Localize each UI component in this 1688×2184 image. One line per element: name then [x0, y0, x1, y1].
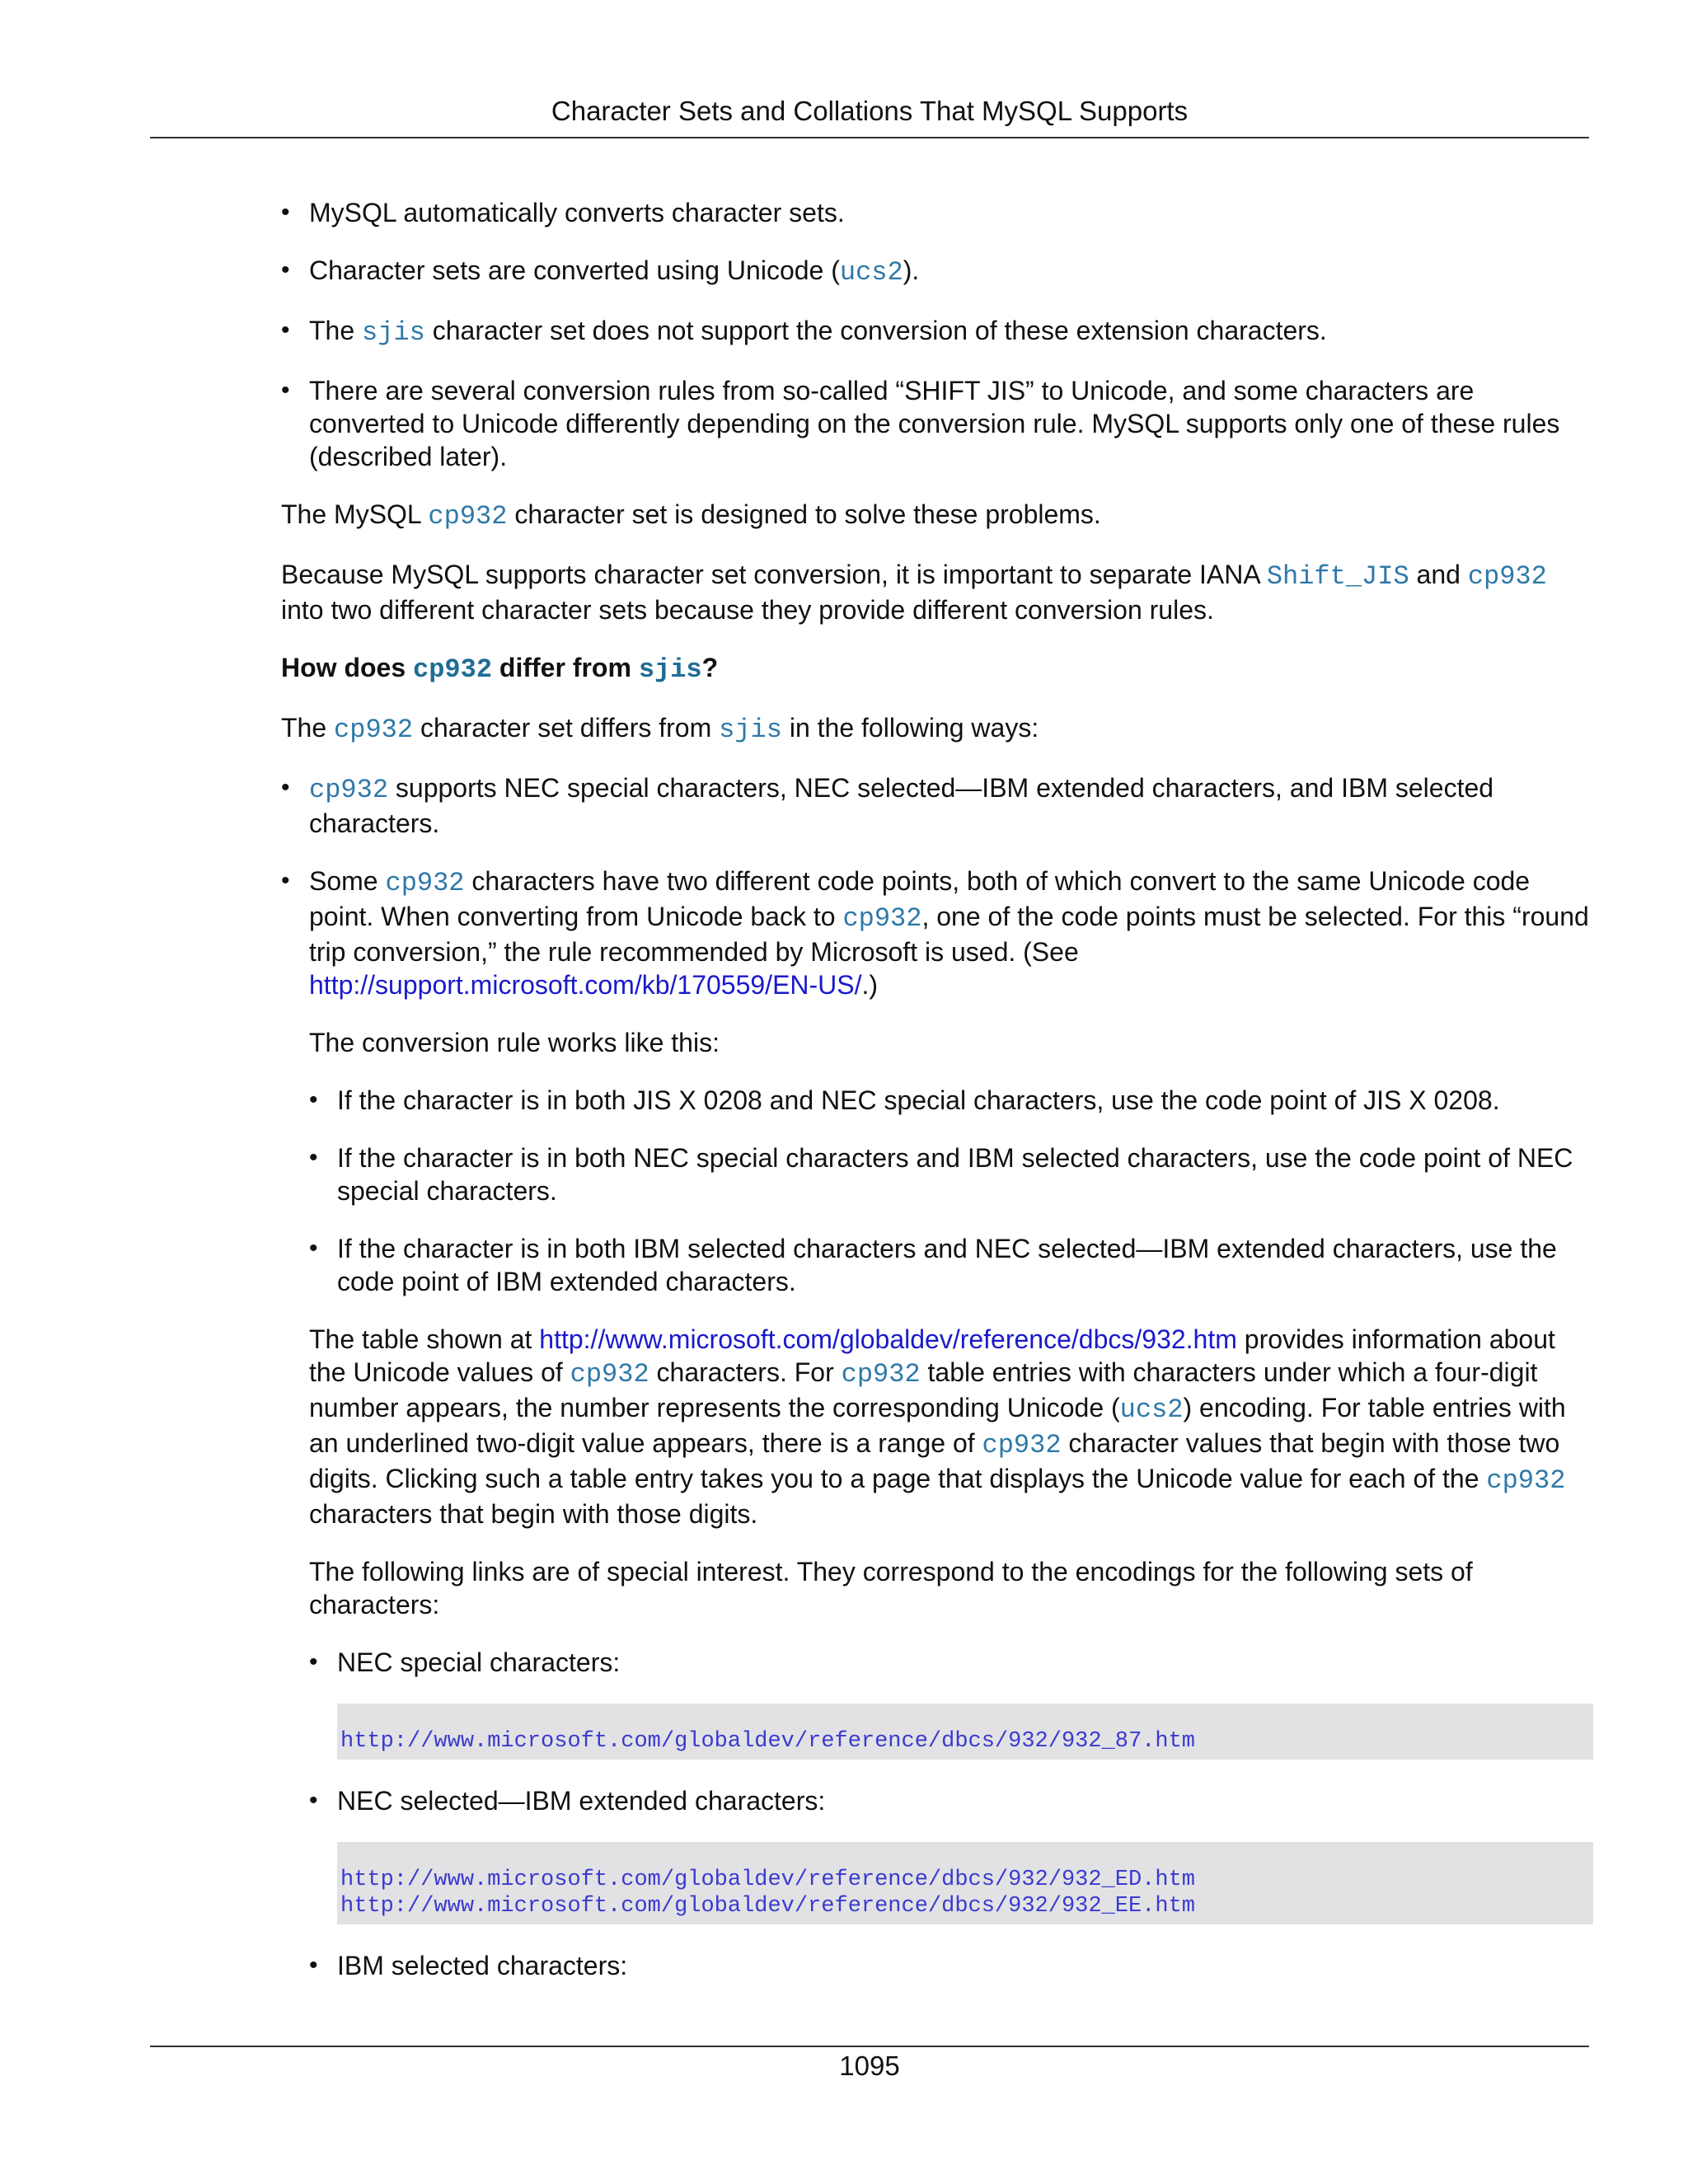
list-item: • Character sets are converted using Unicode (ucs2).: [281, 254, 1592, 289]
problem-list: [281, 196, 1592, 473]
page-number: 1095: [839, 2050, 900, 2081]
code-literal: sjis: [719, 715, 782, 745]
code-literal: ucs2: [839, 257, 903, 288]
code-literal: cp932: [385, 868, 465, 898]
code-literal: Shift_JIS: [1266, 561, 1409, 592]
encoding-set-list: [309, 1784, 1592, 1817]
code-block: [337, 1842, 1593, 1924]
code-literal: cp932: [1486, 1465, 1566, 1496]
code-url[interactable]: http://www.microsoft.com/globaldev/reference/dbcs/932/932_ED.htm: [340, 1868, 1195, 1892]
footer-rule: [150, 2046, 1589, 2047]
code-literal: cp932: [842, 903, 922, 934]
paragraph: Because MySQL supports character set conversion, it is important to separate IANA Shift_JIS and cp932 into two different character sets because they provide different conversion rules.: [281, 560, 1547, 625]
code-url[interactable]: http://www.microsoft.com/globaldev/reference/dbcs/932/932_EE.htm: [340, 1894, 1195, 1919]
code-literal: sjis: [638, 654, 702, 685]
list-item: • NEC selected—IBM extended characters:: [309, 1784, 1592, 1817]
page-content: [281, 196, 1592, 2007]
paragraph: The MySQL cp932 character set is designed to solve these problems.: [281, 499, 1101, 532]
code-url[interactable]: http://www.microsoft.com/globaldev/reference/dbcs/932/932_87.htm: [340, 1729, 1195, 1754]
difference-list: [281, 771, 1592, 1982]
list-item: • NEC special characters:: [309, 1646, 1592, 1679]
list-item: • If the character is in both JIS X 0208 and NEC special characters, use the code point of JIS X 0208.: [309, 1084, 1592, 1117]
list-item: • Some cp932 characters have two different code points, both of which convert to the same Unicode code point. When converting from Unicode back to cp932, one of the code points must be selected. For this “round trip conversion,” the rule recommended by Microsoft is used. (See http://support.microsoft.com/kb/170559/EN-US/.) The conversion rule works like this: • If the character is in both JIS X 0208 and NEC special characters, use the code point of JIS X 0208. • If the character is in both NEC special characters and IBM selected characters, use the code point of NEC special characters. • If the character is in both IBM selected characters and NEC selected—IBM extended characters, use the code point of IBM extended characters. The table shown at http://www.microsoft.com/globaldev/reference/dbcs/932.htm provides information about the Unicode values of cp932 characters. For cp932 table entries with characters under which a four-digit number appears, the number represents the corresponding Unicode (ucs2) encoding. For table entries with an underlined two-digit value appears, there is a range of cp932 character values that begin with those two digits. Clicking such a table entry takes you to a page that displays the Unicode value for each of the cp932 characters that begin with those digits. The following links are of special interest. They correspond to the encodings for the following sets of characters: • NEC special characters: http://www.microsoft.com/globaldev/reference/dbcs/932/932_87.htm • NEC selected—IBM extended characters: http://www.microsoft.com/globaldev/reference/dbcs/932/932_ED.htm http://www.microsoft.com/globaldev/reference/dbcs/932/932_EE.htm • IBM selected characters:: [281, 865, 1592, 1982]
list-item: • IBM selected characters:: [309, 1949, 1592, 1982]
code-literal: cp932: [841, 1359, 921, 1390]
list-item: • MySQL automatically converts character sets.: [281, 196, 1592, 229]
cp932-table-link[interactable]: http://www.microsoft.com/globaldev/reference/dbcs/932.htm: [539, 1324, 1237, 1354]
list-item: • The sjis character set does not support the conversion of these extension characters.: [281, 314, 1592, 349]
code-literal: cp932: [309, 775, 389, 805]
paragraph: The table shown at http://www.microsoft.com/globaldev/reference/dbcs/932.htm provides information about the Unicode values of cp932 characters. For cp932 table entries with characters under which a four-digit number appears, the number represents the corresponding Unicode (ucs2) encoding. For table entries with an underlined two-digit value appears, there is a range of cp932 character values that begin with those two digits. Clicking such a table entry takes you to a page that displays the Unicode value for each of the cp932 characters that begin with those digits.: [309, 1324, 1566, 1529]
code-block: [337, 1704, 1593, 1760]
code-literal: cp932: [334, 715, 414, 745]
code-literal: cp932: [982, 1430, 1062, 1460]
code-literal: cp932: [1467, 561, 1547, 592]
paragraph: The conversion rule works like this:: [309, 1028, 720, 1057]
list-item: • cp932 supports NEC special characters, NEC selected—IBM extended characters, and IBM selected characters.: [281, 771, 1592, 840]
rule-list: [309, 1084, 1592, 1298]
microsoft-kb-link[interactable]: http://support.microsoft.com/kb/170559/EN-US/: [309, 970, 862, 1000]
paragraph: The cp932 character set differs from sjis in the following ways:: [281, 713, 1039, 745]
code-literal: ucs2: [1119, 1394, 1184, 1425]
encoding-set-list: [309, 1646, 1592, 1679]
list-item: • If the character is in both NEC special characters and IBM selected characters, use the code point of NEC special characters.: [309, 1141, 1592, 1207]
page-header: Character Sets and Collations That MySQL Supports: [551, 96, 1189, 126]
code-literal: cp932: [413, 654, 493, 685]
code-literal: cp932: [570, 1359, 649, 1390]
paragraph: The following links are of special interest. They correspond to the encodings for the following sets of characters:: [309, 1557, 1473, 1619]
list-item: • There are several conversion rules from so-called “SHIFT JIS” to Unicode, and some characters are converted to Unicode differently depending on the conversion rule. MySQL supports only one of these rules (described later).: [281, 374, 1592, 473]
encoding-set-list: [309, 1949, 1592, 1982]
header-rule: [150, 137, 1589, 138]
section-heading: How does cp932 differ from sjis?: [281, 653, 719, 685]
code-literal: sjis: [362, 317, 425, 348]
code-literal: cp932: [428, 501, 508, 532]
list-item: • If the character is in both IBM selected characters and NEC selected—IBM extended characters, use the code point of IBM extended characters.: [309, 1232, 1592, 1298]
